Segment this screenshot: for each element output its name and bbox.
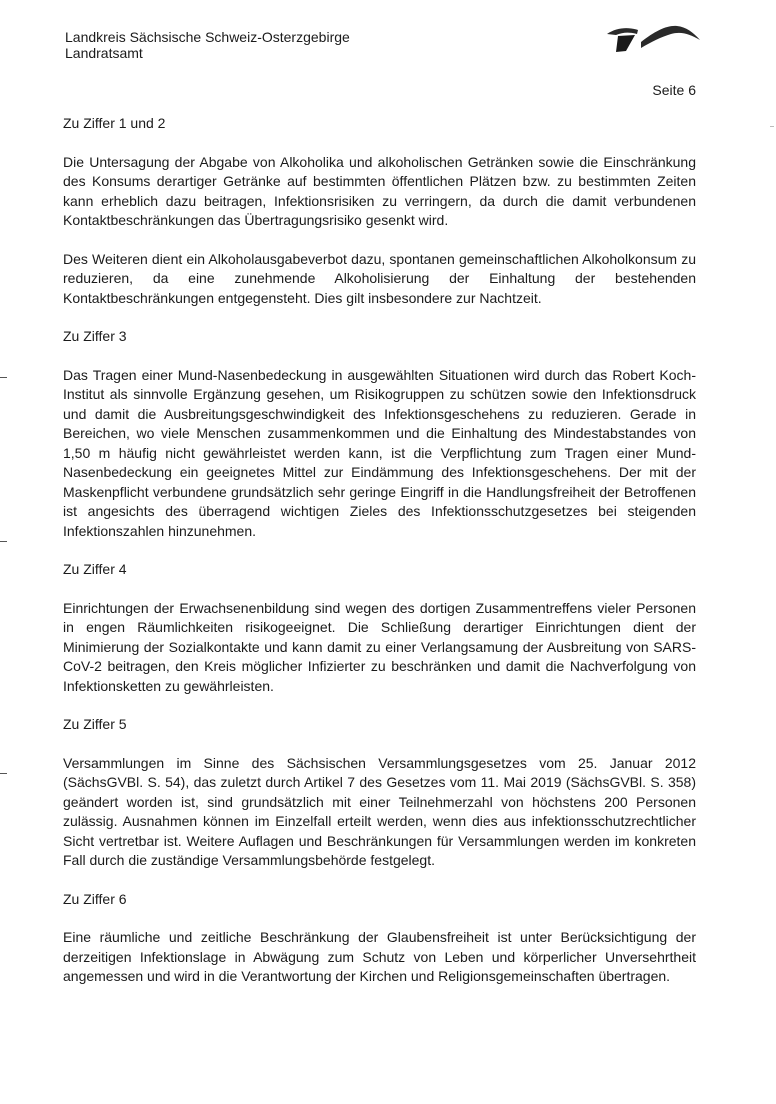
section-heading: Zu Ziffer 6 bbox=[63, 890, 127, 907]
section-heading: Zu Ziffer 5 bbox=[63, 716, 127, 732]
letterhead bbox=[65, 29, 350, 61]
paragraph: Des Weiteren dient ein Alkoholausgabeverbot dazu, spontanen gemeinschaftlichen Alkoholkonsum zu reduzieren, da eine zunehmende Alkoholisierung der Einhaltung der bestehenden Kontaktbeschränkungen entgegensteht. Dies gilt insbesondere zur Nachtzeit. bbox=[63, 250, 696, 306]
section-ziffer-1-2 bbox=[63, 114, 696, 308]
district-logo-icon bbox=[603, 22, 701, 56]
paragraph: Das Tragen einer Mund-Nasenbedeckung in ausgewählten Situationen wird durch das Robert Koch-Institut als sinnvolle Ergänzung gesehen, um Risikogruppen zu schützen sowie den Infektionsdruck und damit die Ausbreitungsgeschwindigkeit des Infektionsgeschehens zu reduzieren. Gerade in Bereichen, wo viele Menschen zusammenkommen und die Einhaltung des Mindestabstandes von 1,50 m häufig nicht gewährleistet werden kann, ist die Verpflichtung zum Tragen einer Mund-Nasenbedeckung ein geeignetes Mittel zur Eindämmung des Infektionsgeschehens. Der mit der Maskenpflicht verbundene grundsätzlich sehr geringe Eingriff in die Handlungsfreiheit der Betroffenen ist angesichts des überragend wichtigen Zieles des Infektionsschutzgesetzes bei steigenden Infektionszahlen hinzunehmen. bbox=[63, 366, 696, 539]
edge-mark bbox=[770, 126, 774, 127]
fold-mark bbox=[0, 773, 7, 774]
section-heading: Zu Ziffer 4 bbox=[63, 561, 127, 577]
org-name: Landkreis Sächsische Schweiz-Osterzgebirge bbox=[65, 29, 350, 45]
paragraph: Die Untersagung der Abgabe von Alkoholika und alkoholischen Getränken sowie die Einschränkung des Konsums derartiger Getränke auf bestimmten öffentlichen Plätzen bzw. zu bestimmten Zeiten kann erheblich dazu beitragen, Infektionsrisiken zu verringern, da durch die damit verbundenen Kontaktbeschränkungen das Übertragungsrisiko gesenkt wird. bbox=[63, 153, 696, 228]
paragraph: Eine räumliche und zeitliche Beschränkung der Glaubensfreiheit ist unter Berücksichtigung der derzeitigen Infektionslage in Abwägung zum Schutz von Leben und körperlicher Unversehrtheit angemessen und wird in die Verantwortung der Kirchen und Religionsgemeinschaften übertragen. bbox=[63, 929, 696, 984]
page-number: Seite 6 bbox=[652, 82, 696, 98]
section-ziffer-6 bbox=[63, 890, 696, 987]
section-heading: Zu Ziffer 1 und 2 bbox=[63, 115, 166, 131]
fold-mark bbox=[0, 541, 7, 542]
fold-mark bbox=[0, 377, 7, 378]
section-ziffer-3 bbox=[63, 327, 696, 541]
paragraph: Versammlungen im Sinne des Sächsischen Versammlungsgesetzes vom 25. Januar 2012 (SächsGVBl. S. 54), das zuletzt durch Artikel 7 des Gesetzes vom 11. Mai 2019 (SächsGVBl. S. 358) geändert worden ist, sind grundsätzlich mit einer Teilnehmerzahl von höchstens 200 Personen zulässig. Ausnahmen können im Einzelfall erteilt werden, wenn dies aus infektionsschutzrechtlicher Sicht vertretbar ist. Weitere Auflagen und Beschränkungen für Versammlungen werden im konkreten Fall durch die zuständige Versammlungsbehörde festgelegt. bbox=[63, 754, 696, 868]
document-body bbox=[63, 114, 696, 1006]
paragraph: Einrichtungen der Erwachsenenbildung sind wegen des dortigen Zusammentreffens vieler Personen in engen Räumlichkeiten risikogeeignet. Die Schließung derartiger Einrichtungen dient der Minimierung der Sozialkontakte und kann damit zu einer Verlangsamung der Ausbreitung von SARS-CoV-2 beitragen, den Kreis möglicher Infizierter zu beschränken und damit die Nachverfolgung von Infektionsketten zu gewährleisten. bbox=[63, 599, 696, 694]
section-ziffer-4 bbox=[63, 560, 696, 696]
section-ziffer-5 bbox=[63, 715, 696, 871]
org-department: Landratsamt bbox=[65, 45, 143, 61]
section-heading: Zu Ziffer 3 bbox=[63, 328, 127, 344]
